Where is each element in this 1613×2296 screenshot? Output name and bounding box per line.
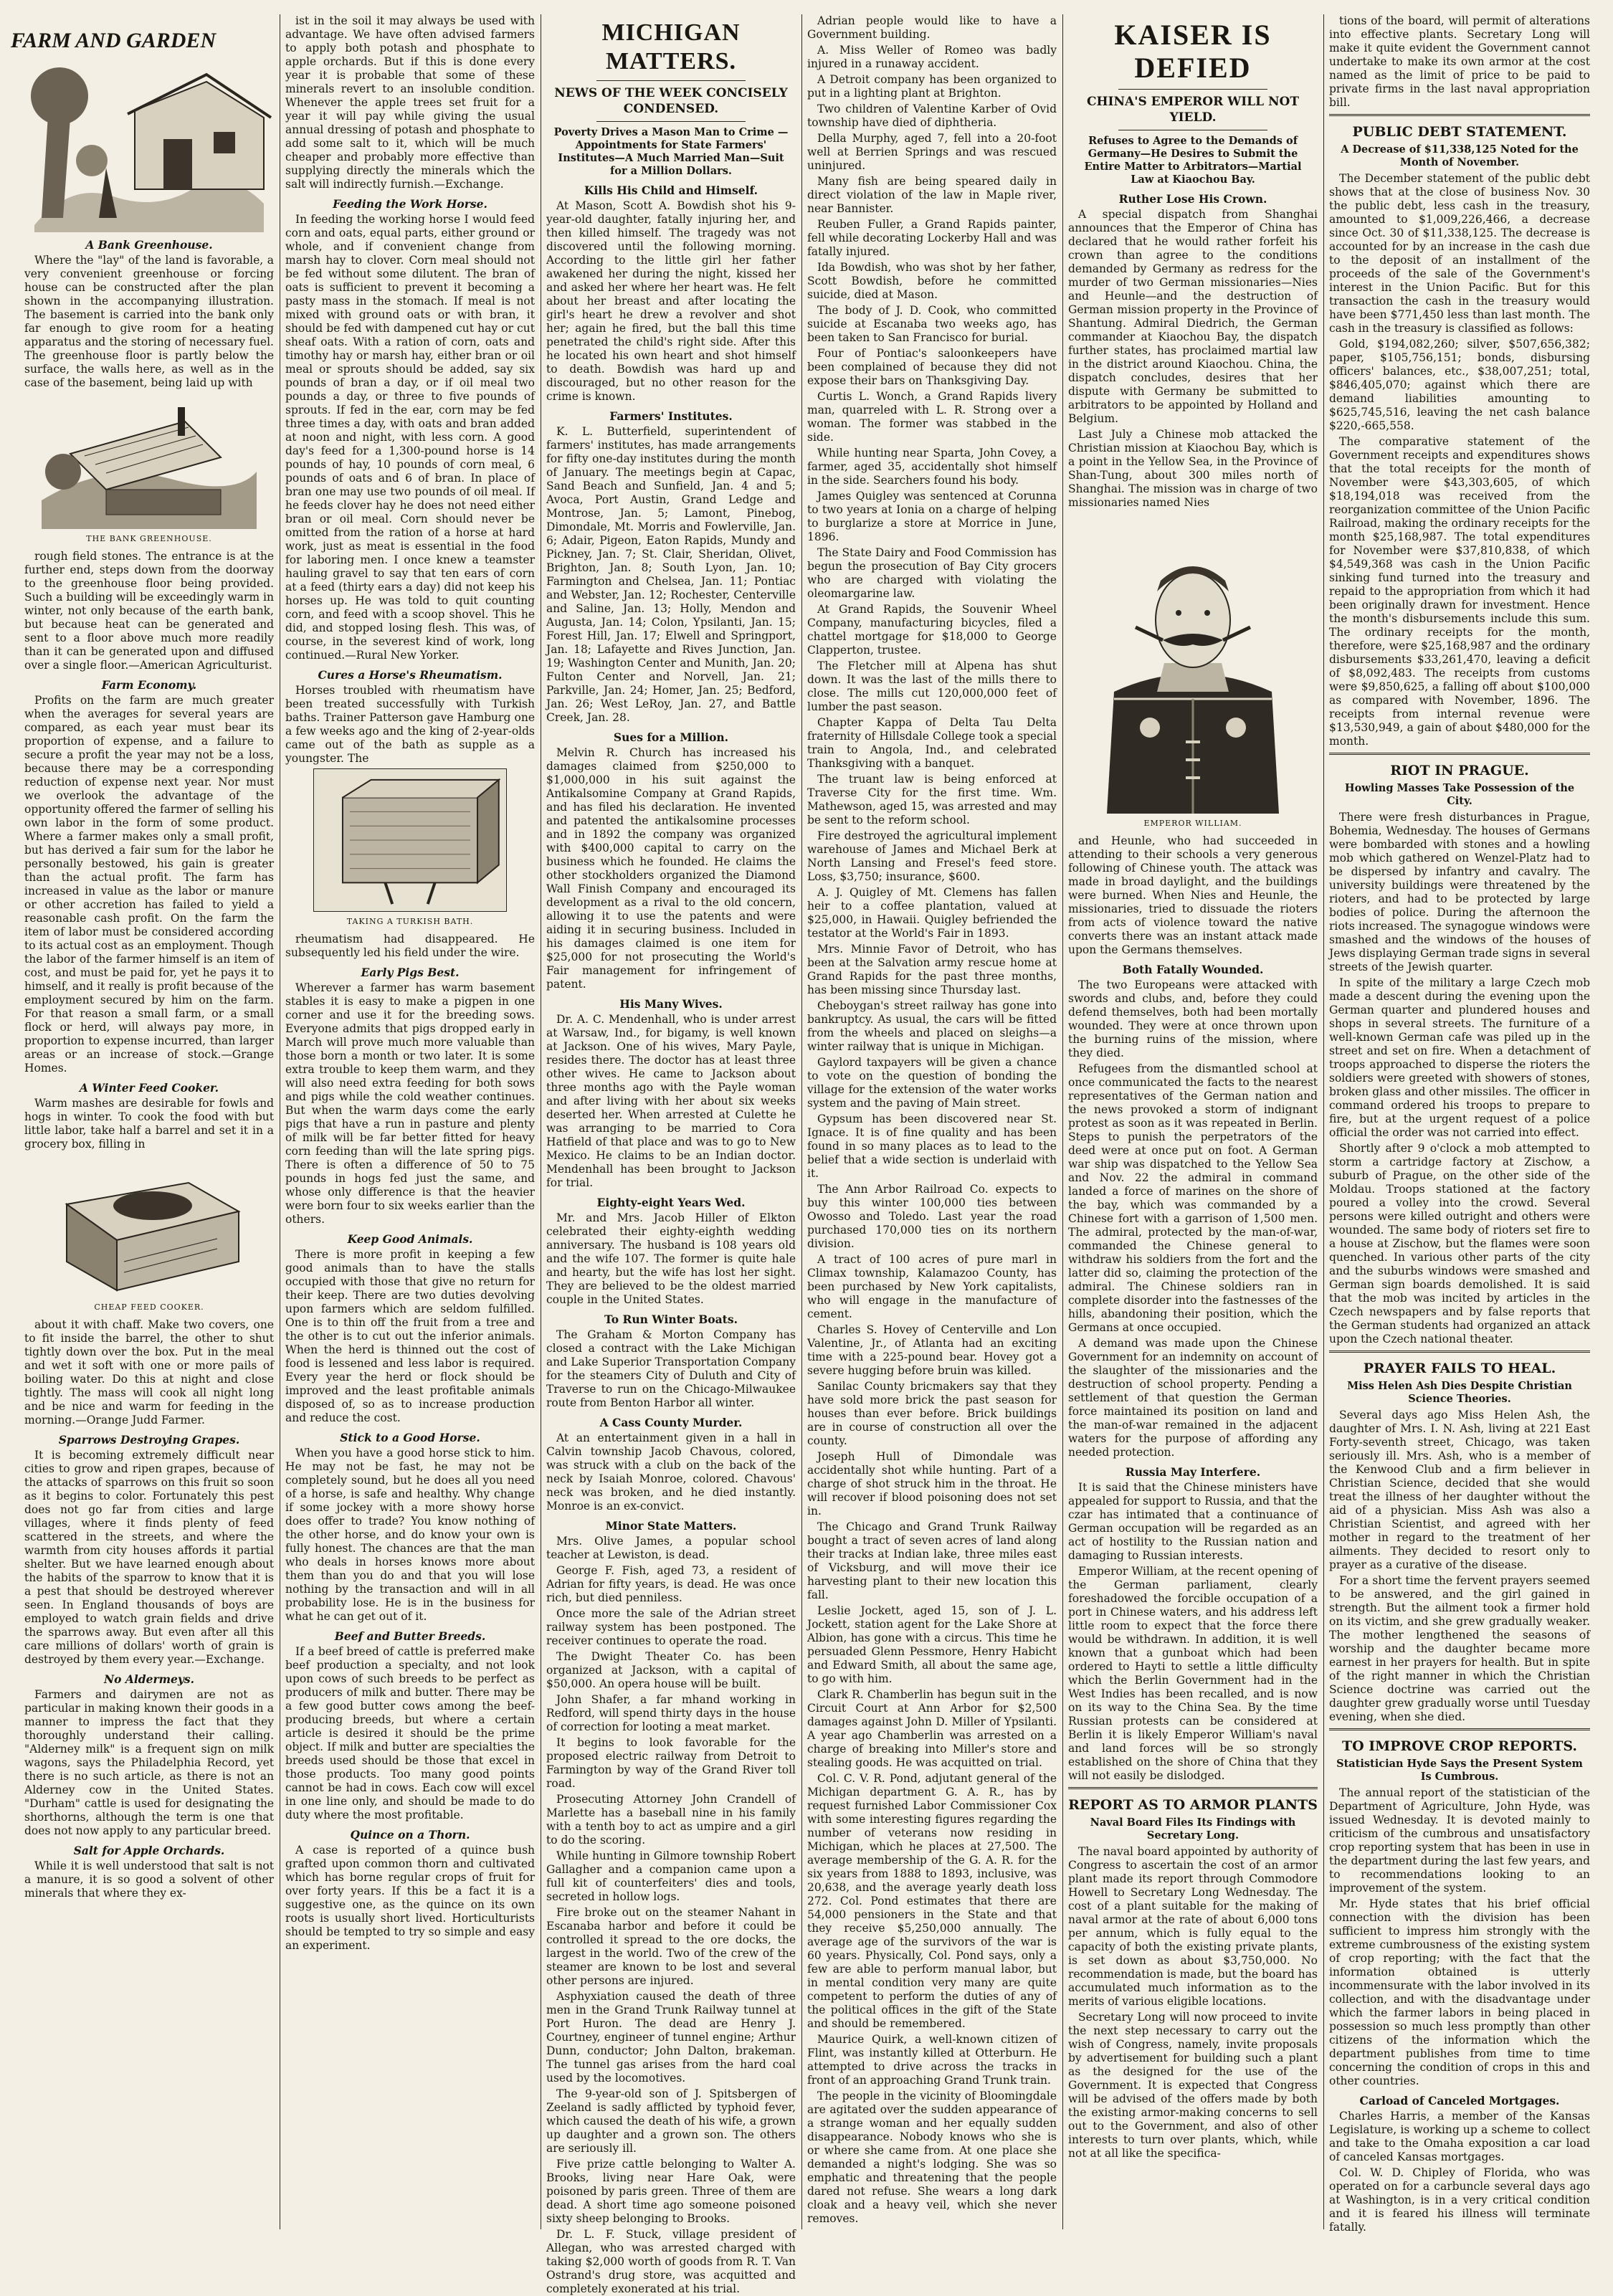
heading-russia: Russia May Interfere. <box>1125 1465 1261 1479</box>
feed-cooker-illustration <box>45 1154 253 1297</box>
article-paragraph: Horses troubled with rheumatism have been treated successfully with Turkish baths. Trainer Patterson gave Hamburg one a few weeks ago and the king of 2-year-olds came out of the bath as supple as a youngster. The <box>285 684 535 765</box>
article-paragraph: A special dispatch from Shanghai announces that the Emperor of China has declared that he would rather forfeit his crown than agree to the conditions demanded by Germany as redress for the murder of two German missionaries—Nies and Heunle—and the destruction of German mission property in the Province of Shantung. Admiral Diedrich, the German commander at Kiaochou Bay, the dispatch further states, has proclaimed martial law in the district around Kiaochou. China, the dispatch concludes, desires that her dispute with Germany be submitted to arbitrators to be appointed by Holland and Belgium. <box>1068 208 1318 425</box>
article-paragraph: The Dwight Theater Co. has been organized at Jackson, with a capital of $50,000. An opera house will be built. <box>546 1650 796 1690</box>
article-paragraph: Refugees from the dismantled school at once communicated the facts to the nearest representatives of the German nation and the news provoked a storm of indignant protest as soon as it was repeated in Berlin. Steps to punish the perpetrators of the deed were at once put on foot. A German war ship was dispatched to the Yellow Sea and Nov. 22 the admiral in command landed a force of marines on the shore of the bay, which was commanded by a Chinese fort with a garrison of 1,500 men. The admiral, protected by the man-of-war, commanded the Chinese general to withdraw his soldiers from the fort and the latter did so, claiming the protection of the admiral. The Chinese soldiers ran in complete disorder into the fastnesses of the hills, abandoning their position, which the Germans at once occupied. <box>1068 1062 1318 1334</box>
news-item: Joseph Hull of Dimondale was accidentally shot while hunting. Part of a charge of shot struck him in the throat. He will recover if blood poisoning does not set in. <box>807 1450 1057 1518</box>
headline-prayer-fails: PRAYER FAILS TO HEAL. <box>1363 1361 1556 1376</box>
article-paragraph: The naval board appointed by authority of Congress to ascertain the cost of an armor plant made its report through Commodore Howell to Secretary Long Wednesday. The cost of a plant suitable for the making of naval armor at the rate of about 6,000 tons per annum, which is fully equal to the capacity of both the existing private plants, is set down as about $3,750,000. No recommendation is made, but the board has accumulated much information as to the merits of various eligible locations. <box>1068 1845 1318 2008</box>
article-paragraph: George F. Fish, aged 73, a resident of Adrian for fifty years, is dead. He was once rich, but died penniless. <box>546 1564 796 1604</box>
article-paragraph: Fire broke out on the steamer Nahant in Escanaba harbor and before it could be controlled it spread to the ore docks, the largest in the world. Two of the crew of the steamer are known to be lost and several other persons are injured. <box>546 1906 796 1987</box>
article-paragraph: Five prize cattle belonging to Walter A. Brooks, living near Hare Oak, were poisoned by paris green. Three of them are dead. A short time ago someone poisoned sixty sheep belonging to Brooks. <box>546 2158 796 2225</box>
article-paragraph: Mrs. Olive James, a popular school teacher at Lewiston, is dead. <box>546 1535 796 1561</box>
article-paragraph: At an entertainment given in a hall in Calvin township Jacob Chavous, colored, was struck with a club on the back of the neck by Isaiah Monroe, colored. Chavous' neck was broken, and he died instantly. Monroe is an ex-convict. <box>546 1432 796 1513</box>
emperor-william-portrait <box>1085 513 1300 814</box>
news-item: A tract of 100 acres of pure marl in Climax township, Kalamazoo County, has been purchased by New York capitalists, who will engage in the manufacture of cement. <box>807 1253 1057 1320</box>
divider <box>1118 89 1268 90</box>
newspaper-page <box>10 14 1590 2295</box>
heading-rheumatism: Cures a Horse's Rheumatism. <box>318 668 503 682</box>
article-paragraph: For a short time the fervent prayers seemed to be answered, and the girl gained in strength. But the ailment took a firmer hold on its victim, and she grew gradually weaker. The mother lengthened the seasons of worship and the daughter became more earnest in her prayers for health. But in spite of the right manner in which the Christian Science doctrine was carried out the daughter grew gradually worse until Tuesday evening, when she died. <box>1329 1574 1590 1723</box>
article-paragraph: Dr. L. F. Stuck, village president of Allegan, who was arrested charged with taking $2,000 worth of goods from R. T. Van Ostrand's drug store, was acquitted and completely exonerated at his trial. <box>546 2228 796 2295</box>
article-paragraph: Gold, $194,082,260; silver, $507,656,382; paper, $105,756,151; bonds, disbursing officers' balances, etc., $38,007,251; total, $846,405,070; against which there are demand liabilities amounting to $625,745,516, leaving the net cash balance $220,-665,558. <box>1329 338 1590 432</box>
article-paragraph: Mr. and Mrs. Jacob Hiller of Elkton celebrated their eighty-eighth wedding anniversary. The husband is 108 years old and the wife 107. The former is quite hale and hearty, but the wife has lost her sight. They are believed to be the oldest married couple in the United States. <box>546 1211 796 1306</box>
divider <box>1329 753 1590 755</box>
article-paragraph: There were fresh disturbances in Prague, Bohemia, Wednesday. The houses of Germans were bombarded with stones and a howling mob which gathered on Wenzel-Platz had to be dispersed by infantry and cavalry. The university buildings were threatened by the rioters, and had to be protected by large bodies of police. During the afternoon the riots increased. The synagogue windows were smashed and the windows of the houses of Jews displaying German trade signs in several streets of the Jewish quarter. <box>1329 811 1590 973</box>
divider <box>1329 114 1590 116</box>
news-item: The State Dairy and Food Commission has begun the prosecution of Bay City grocers who are charged with violating the oleomargarine law. <box>807 546 1057 600</box>
heading-winter-boats: To Run Winter Boats. <box>604 1313 738 1326</box>
illustration-caption: THE BANK GREENHOUSE. <box>86 534 212 543</box>
heading-eighty-eight-years: Eighty-eight Years Wed. <box>596 1196 746 1209</box>
heading-minor-matters: Minor State Matters. <box>605 1519 737 1533</box>
news-item: The body of J. D. Cook, who committed suicide at Escanaba two weeks ago, has been taken to San Francisco for burial. <box>807 304 1057 344</box>
heading-cass-murder: A Cass County Murder. <box>599 1416 743 1429</box>
headline-deck: Howling Masses Take Possession of the City. <box>1344 782 1575 807</box>
article-paragraph: If a beef breed of cattle is preferred make beef production a specialty, and not look upon cows of such breeds to be perfect as producers of milk and butter. There may be a few good butter cows among the beef-producing breeds, but where a certain article is desired it should be the prime object. If milk and butter are specialties the breeds used should be those that excel in those products. Too many good points cannot be had in cows. Each cow will excel in one line only, and should be made to do duty where the most profitable. <box>285 1645 535 1821</box>
heading-aldermeys: No Aldermeys. <box>103 1672 195 1686</box>
subheadline: CHINA'S EMPEROR WILL NOT YIELD. <box>1086 95 1300 125</box>
column-3 <box>546 14 796 2295</box>
article-paragraph: John Shafer, a far mhand working in Redford, will spend thirty days in the house of correction for looting a meat market. <box>546 1693 796 1733</box>
headline-deck: Poverty Drives a Mason Man to Crime —Appointments for State Farmers' Institutes—A Much Married Man—Suit for a Million Dollars. <box>553 126 789 177</box>
subheadline: NEWS OF THE WEEK CONCISELY CONDENSED. <box>554 86 788 116</box>
news-item: At Grand Rapids, the Souvenir Wheel Company, manufacturing bicycles, filed a chattel mortgage for $18,000 to George Clapperton, trustee. <box>807 603 1057 657</box>
headline-armor-plants: REPORT AS TO ARMOR PLANTS <box>1068 1797 1318 1813</box>
article-paragraph: Emperor William, at the recent opening of the German parliament, clearly foreshadowed the forcible occupation of a port in Chinese waters, and his address left little room to expect that the force there would be withdrawn. In addition, it is well known that a gunboat which had been ordered to Hayti to settle a little difficulty which the Berlin Government had in the West Indies has been recalled, and is now on its way to the China Sea. By the time Russian protests can be considered at Berlin it is likely Emperor William's naval and land forces will be so strongly established on the shore of China that they will not easily be dislodged. <box>1068 1565 1318 1782</box>
article-paragraph: When you have a good horse stick to him. He may not be fast, he may not be completely sound, but he does all you need of a horse, is safe and healthy. Why change if some jockey with a more showy horse does offer to trade? You know nothing of the other horse, and do know your own is fully honest. The chances are that the man who deals in horses knows more about them than you do and that you will lose nothing by the transaction and will in all probability lose. He is in the business for what he can get out of it. <box>285 1447 535 1623</box>
divider <box>596 80 746 81</box>
column-1 <box>10 14 274 2229</box>
divider <box>1068 1787 1318 1789</box>
masthead-title: FARM AND GARDEN <box>10 29 217 52</box>
article-paragraph: Melvin R. Church has increased his damages claimed from $250,000 to $1,000,000 in his suit against the Antikalsomine Company at Grand Rapids, and has filed his declaration. He invented and patented the antikalsomine processes and in 1892 the company was organized with $400,000 capital to carry on the business which he founded. He claims the other stockholders organized the Diamond Wall Finish Company and encouraged its development as a rival to the old concern, allowing it to use the patents and were aiding it in securing business. Included in his damages claimed is one item for $25,000 for not prosecuting the World's Fair management for infringement of patent. <box>546 746 796 991</box>
article-paragraph: The 9-year-old son of J. Spitsbergen of Zeeland is sadly afflicted by typhoid fever, which caused the death of his wife, a grown up daughter and a grown son. The others are seriously ill. <box>546 2087 796 2155</box>
article-paragraph: Wherever a farmer has warm basement stables it is easy to make a pigpen in one corner and use it for the breeding sows. Everyone admits that pigs dropped early in March will prove much more valuable than those born a month or two later. It is some extra trouble to keep them warm, and they will also need extra feeding for both sows and pigs while the cold weather continues. But when the warm days come the early pigs that have a run in pasture and plenty of milk will be far better fitted for heavy corn feeding than will the late spring pigs. There is often a difference of 50 to 75 pounds in hogs fed just the same, and whose only difference is that the heavier were born four to six weeks earlier than the others. <box>285 981 535 1226</box>
column-2 <box>285 14 535 2229</box>
news-item: Cheboygan's street railway has gone into bankruptcy. As usual, the cars will be fitted from the wheels and placed on sleighs—a winter railway that is unique in Michigan. <box>807 999 1057 1053</box>
column-rule <box>801 14 802 2229</box>
heading-canceled-mortgages: Carload of Canceled Mortgages. <box>1359 2094 1560 2107</box>
news-item: Ida Bowdish, who was shot by her father, Scott Bowdish, before he committed suicide, died at Mason. <box>807 261 1057 301</box>
heading-good-horse: Stick to a Good Horse. <box>340 1431 480 1444</box>
divider <box>1329 1351 1590 1353</box>
headline-deck: Statistician Hyde Says the Present System Is Cumbrous. <box>1336 1758 1583 1783</box>
news-item: Fire destroyed the agricultural implement warehouse of James and Michael Berk at North Lansing and Fresel's feed store. Loss, $3,750; insurance, $600. <box>807 829 1057 883</box>
article-paragraph: Charles Harris, a member of the Kansas Legislature, is working up a scheme to collect and take to the Omaha exposition a car load of canceled Kansas mortgages. <box>1329 2110 1590 2163</box>
news-item: Gaylord taxpayers will be given a chance to vote on the question of bonding the village for the extension of the water works system and the paving of Main street. <box>807 1056 1057 1110</box>
article-paragraph: It is becoming extremely difficult near cities to grow and ripen grapes, because of the attacks of sparrows on this fruit so soon as it begins to color. Fortunately this pest does not go far from cities and large villages, where it finds plenty of feed scattered in the streets, and where the warmth from city houses affords it partial shelter. But we have learned enough about the habits of the sparrow to know that it is a pest that should be destroyed wherever seen. In England thousands of boys are employed to watch grain fields and drive the sparrows away. But even after all this care millions of dollars' worth of grain is destroyed by them every year.—Exchange. <box>24 1449 274 1666</box>
news-item: Col. C. V. R. Pond, adjutant general of the Michigan department G. A. R., has by request furnished Labor Commissioner Cox with some interesting figures regarding the number of veterans now residing in Michigan, which he places at 27,500. The average membership of the G. A. R. for the six years from 1888 to 1893, inclusive, was 20,638, and the average yearly death loss 272. Col. Pond estimates that there are 54,000 pensioners in the State and that they receive $5,250,000 annually. The average age of the survivors of the war is 60 years. Physically, Col. Pond says, only a few are able to perform manual labor, but in mental condition very many are quite competent to perform the duties of any of the political offices in the gift of the State and should be remembered. <box>807 1772 1057 2030</box>
headline-public-debt: PUBLIC DEBT STATEMENT. <box>1352 124 1567 140</box>
headline-michigan-matters: MICHIGAN MATTERS. <box>601 19 741 75</box>
article-paragraph: Prosecuting Attorney John Crandell of Marlette has a baseball nine in his family with a tenth boy to act as umpire and a girl to do the scoring. <box>546 1793 796 1847</box>
bank-greenhouse-illustration <box>42 393 257 529</box>
heading-sparrows: Sparrows Destroying Grapes. <box>58 1433 240 1447</box>
article-paragraph: It begins to look favorable for the proposed electric railway from Detroit to Farmington by way of the Grand River toll road. <box>546 1736 796 1790</box>
article-paragraph: Last July a Chinese mob attacked the Christian mission at Kiaochou Bay, which is a point in the Yellow Sea, in the Province of Shan-Tung, about 300 miles north of Shanghai. The mission was in charge of two missionaries named Nies <box>1068 428 1318 509</box>
divider <box>1329 1728 1590 1730</box>
article-paragraph: A case is reported of a quince bush grafted upon common thorn and cultivated which has borne regular crops of fruit for over forty years. If this be a fact it is a suggestive one, as the quince on its own roots is usually short lived. Horticulturists should be tempted to try so simple and easy an experiment. <box>285 1844 535 1952</box>
news-item: Curtis L. Wonch, a Grand Rapids livery man, quarreled with L. R. Strong over a woman. The former was stabbed in the side. <box>807 390 1057 444</box>
article-paragraph: The two Europeans were attacked with swords and clubs, and, before they could defend themselves, both had been mortally wounded. They were at once thrown upon the burning ruins of the mission, where they died. <box>1068 978 1318 1059</box>
heading-sues-million: Sues for a Million. <box>613 730 729 744</box>
article-paragraph: While it is well understood that salt is not a manure, it is so good a solvent of other minerals that where they ex- <box>24 1859 274 1900</box>
column-5 <box>1068 14 1318 2229</box>
headline-crop-reports: TO IMPROVE CROP REPORTS. <box>1341 1738 1578 1754</box>
heading-quince: Quince on a Thorn. <box>350 1828 470 1842</box>
article-paragraph: Mr. Hyde states that his brief official connection with the division has been sufficient to impress him strongly with the extreme cumbrousness of the existing system of crop reporting; with the fact that the information obtained is utterly incommensurate with the labor involved in its collection, and with the disadvantage under which the farmer labors in being placed in possession so much less promptly than other citizens of the information which the department publishes from time to time concerning the condition of crops in this and other countries. <box>1329 1897 1590 2087</box>
news-item: The truant law is being enforced at Traverse City for the first time. Wm. Mathewson, aged 15, was arrested and may be sent to the reform school. <box>807 773 1057 827</box>
heading-good-animals: Keep Good Animals. <box>347 1232 473 1246</box>
article-paragraph: The December statement of the public debt shows that at the close of business Nov. 30 the public debt, less cash in the treasury, amounted to $1,009,226,466, a decrease since Oct. 30 of $11,338,125. The decrease is accounted for by an increase in the cash due to the deposit of an installment of the proceeds of the sale of the Government's interest in the Union Pacific. But for this transaction the cash in the treasury would have been $771,450 less than last month. The cash in the treasury is classified as follows: <box>1329 172 1590 335</box>
column-6 <box>1329 14 1590 2234</box>
article-paragraph: At Mason, Scott A. Bowdish shot his 9-year-old daughter, fatally injuring her, and then killed himself. The tragedy was not discovered until the following morning. According to the little girl her father awakened her during the night, kissed her and asked her where her heart was. He felt about her breast and after locating the girl's heart he drew a revolver and shot her; again he fired, but the ball this time penetrated the child's right side. After this he located his own heart and shot himself to death. Bowdish was hard up and discouraged, but no other reason for the crime is known. <box>546 199 796 403</box>
article-paragraph: rough field stones. The entrance is at the further end, steps down from the doorway to the greenhouse floor being provided. Such a building will be exceedingly warm in winter, not only because of the earth bank, but because heat can be generated and sent to a floor above much more readily than it can be generated upon and diffused over a single floor.—American Agriculturist. <box>24 550 274 672</box>
turkish-bath-illustration <box>313 768 507 912</box>
news-item: Reuben Fuller, a Grand Rapids painter, fell while decorating Lockerby Hall and was fatally injured. <box>807 218 1057 258</box>
news-item: Maurice Quirk, a well-known citizen of Flint, was instantly killed at Otterburn. He attempted to drive across the tracks in front of an approaching Grand Trunk train. <box>807 2033 1057 2087</box>
news-item: Two children of Valentine Karber of Ovid township have died of diphtheria. <box>807 103 1057 129</box>
heading-early-pigs: Early Pigs Best. <box>361 966 460 979</box>
heading-salt-orchards: Salt for Apple Orchards. <box>73 1844 225 1857</box>
article-paragraph: It is said that the Chinese ministers have appealed for support to Russia, and that the czar has intimated that a continuance of German occupation will be regarded as an act of hostility to the Russian nation and damaging to Russian interests. <box>1068 1481 1318 1562</box>
heading-kills-child: Kills His Child and Himself. <box>584 184 758 197</box>
news-item: A. J. Quigley of Mt. Clemens has fallen heir to a coffee plantation, valued at $25,000, in Hawaii. Quigley befriended the testator at the World's Fair in 1893. <box>807 886 1057 940</box>
heading-farmers-institutes: Farmers' Institutes. <box>609 409 733 423</box>
article-paragraph: Asphyxiation caused the death of three men in the Grand Trunk Railway tunnel at Port Huron. The dead are Henry J. Courtney, engineer of tunnel engine; Arthur Dunn, conductor; John Dalton, brakeman. The tunnel gas arises from the hard coal used by the locomotives. <box>546 1990 796 2085</box>
article-paragraph: Several days ago Miss Helen Ash, the daughter of Mrs. I. N. Ash, living at 221 East Forty-seventh street, Chicago, was taken seriously ill. Mrs. Ash, who is a member of the Kenwood Club and a firm believer in Christian Science, decided that she would treat the illness of her daughter without the aid of a physician. Miss Ash was also a Christian Scientist, and agreed with her mother in regard to the treatment of her ailments. They decided to resort only to prayer as a curative of the disease. <box>1329 1409 1590 1571</box>
article-paragraph: The comparative statement of the Government receipts and expenditures shows that the total receipts for the month of November were $43,303,605, of which $18,194,018 was received from the reorganization committee of the Union Pacific Railroad, making the ordinary receipts for the month $25,168,987. The total expenditures for November were $37,810,838, of which $4,549,368 was cash in the Union Pacific sinking fund turned into the treasury and repaid to the appropriation from which it had been originally drawn for investment. Hence the month's disbursements include this sum. The ordinary receipts for the month, therefore, were $25,168,987 and the ordinary disbursements $33,261,470, leaving a deficit of $8,092,483. The receipts from customs were $9,850,625, a falling off about $100,000 as compared with November, 1896. The receipts from internal revenue were $13,530,949, a gain of about $480,000 for the month. <box>1329 435 1590 748</box>
heading-many-wives: His Many Wives. <box>619 997 723 1011</box>
news-item: Mrs. Minnie Favor of Detroit, who has been at the Salvation army rescue home at Grand Rapids for the past three months, has been missing since Thursday last. <box>807 943 1057 996</box>
article-paragraph: Shortly after 9 o'clock a mob attempted to storm a cartridge factory at Zischow, a suburb of Prague, on the other side of the Moldau. Troops stationed at the factory poured a volley into the crowd. Several persons were killed outright and others were wounded. The same body of rioters set fire to a house at Zischow, but the flames were soon quenched. In various other parts of the city and the suburbs windows were smashed and German sign boards demolished. It is said that the mob was incited by articles in the Czech newspapers and by false reports that the German students had organized an attack upon the Czech national theater. <box>1329 1142 1590 1345</box>
article-paragraph: The Graham & Morton Company has closed a contract with the Lake Michigan and Lake Superior Transportation Company for the steamers City of Duluth and City of Traverse to run on the Chicago-Milwaukee route from Benton Harbor all winter. <box>546 1328 796 1409</box>
article-paragraph: Col. W. D. Chipley of Florida, who was operated on for a carbuncle several days ago at Washington, is in a very critical condition and it is feared his illness will terminate fatally. <box>1329 2166 1590 2234</box>
heading-beef-butter: Beef and Butter Breeds. <box>334 1629 486 1643</box>
article-paragraph: The annual report of the statistician of the Department of Agriculture, John Hyde, was issued Wednesday. It is devoted mainly to criticism of the cumbrous and unsatisfactory crop reporting system that has been in use in the department during the last few years, and to recommendations looking to an improvement of the system. <box>1329 1786 1590 1895</box>
illustration-caption: CHEAP FEED COOKER. <box>94 1302 204 1312</box>
article-paragraph: Secretary Long will now proceed to invite the next step necessary to carry out the wish of Congress, namely, invite proposals by advertisement for building such a plant as the designed for the use of the Government. It is expected that Congress will be advised of the offers made by both the existing armor-making concerns to sell out to the Government, and also of other interests to turn over plants, which, while not at all like the specifica- <box>1068 2011 1318 2160</box>
news-item: Clark R. Chamberlin has begun suit in the Circuit Court at Ann Arbor for $2,500 damages against John D. Miller of Ypsilanti. A year ago Chamberlin was arrested on a charge of breaking into Miller's store and stealing goods. He was acquitted on trial. <box>807 1688 1057 1769</box>
article-paragraph: about it with chaff. Make two covers, one to fit inside the barrel, the other to shut tightly down over the box. Put in the meal and wet it soft with one or more pails of boiling water. Do this at night and close tightly. The mass will cook all night long and be nice and warm for feeding in the morning.—Orange Judd Farmer. <box>24 1318 274 1426</box>
headline-kaiser-defied: KAISER IS DEFIED <box>1114 19 1272 84</box>
article-paragraph: ist in the soil it may always be used with advantage. We have often advised farmers to apply both potash and phosphate to apple orchards. But if this is done every year it is probable that some of these minerals revert to an insoluble condition. Whenever the apple trees set fruit for a year it will pay while giving the usual annual dressing of potash and phosphate to add some salt to it, which will be much cheaper and probably more effective than supplying directly the minerals which the salt will indirectly furnish.—Exchange. <box>285 14 535 191</box>
article-paragraph: K. L. Butterfield, superintendent of farmers' institutes, has made arrangements for fifty one-day institutes during the month of January. The meetings begin at Capac, Sand Beach and Sunfield, Jan. 4 and 5; Avoca, Port Austin, Grand Ledge and Montrose, Jan. 5; Lamont, Pinebog, Dimondale, Mt. Morris and Fowlerville, Jan. 6; Adair, Pigeon, Eaton Rapids, Mundy and Pickney, Jan. 7; St. Clair, Sheridan, Olivet, Brighton, Jan. 8; South Lyon, Jan. 10; Farmington and Chelsea, Jan. 11; Pontiac and Webster, Jan. 12; Rochester, Centerville and Saline, Jan. 13; Holly, Mendon and Augusta, Jan. 14; Colon, Ypsilanti, Jan. 15; Forest Hill, Jan. 17; Elwell and Springport, Jan. 18; Lafayette and Rives Junction, Jan. 19; Washington Center and Munith, Jan. 20; Fulton Center and Norvell, Jan. 21; Parkville, Jan. 24; Homer, Jan. 25; Bedford, Jan. 26; West LeRoy, Jan. 27, and Battle Creek, Jan. 28. <box>546 425 796 724</box>
news-item: Gypsum has been discovered near St. Ignace. It is of fine quality and has been found in so many places as to lead to the belief that a wide section is underlaid with it. <box>807 1113 1057 1180</box>
news-item: Della Murphy, aged 7, fell into a 20-foot well at Berrien Springs and was rescued uninjured. <box>807 132 1057 172</box>
headline-deck: Miss Helen Ash Dies Despite Christian Science Theories. <box>1347 1380 1572 1405</box>
heading-farm-economy: Farm Economy. <box>101 678 197 692</box>
article-paragraph: Where the "lay" of the land is favorable, a very convenient greenhouse or forcing house can be constructed after the plan shown in the accompanying illustration. The basement is carried into the bank only far enough to give room for a heating apparatus and the storing of necessary fuel. The greenhouse floor is partly below the surface, the walls here, as well as in the case of the basement, being laid up with <box>24 254 274 389</box>
headline-deck: A Decrease of $11,338,125 Noted for the Month of November. <box>1341 143 1579 168</box>
headline-deck: Refuses to Agree to the Demands of Germany—He Desires to Submit the Entire Matter to Arbitrators—Martial Law at Kiaochou Bay. <box>1084 135 1302 186</box>
article-paragraph: Profits on the farm are much greater when the averages for several years are compared, as each year must bear its proportion of expense, and a failure to secure a profit the year may not be a loss, because there may be a corresponding reduction of expense next year. Nor must we overlook the advantage of the opportunity offered the farmer of selling his own labor in the form of some product. Where a farmer makes only a small profit, but has derived a fair sum for the labor he personally bestowed, his gain is greater than the actual profit. The farm has increased in value as the labor or manure or other accretion has failed to yield a reasonable cash profit. On the farm the item of labor must be considered according to its actual cost as an employment. Though the labor of the farmer himself is an item of cost, and must be paid for, yet he pays it to himself, and it really is profit because of the employment secured by him on the farm. For that reason a small farm, or a small flock or herd, will always pay more, in proportion to expense incurred, than larger areas or an increase of stock.—Grange Homes. <box>24 694 274 1075</box>
heading-feed-cooker: A Winter Feed Cooker. <box>79 1081 219 1095</box>
article-paragraph: While hunting in Gilmore township Robert Gallagher and a companion came upon a full kit of counterfeiters' dies and tools, secreted in hollow logs. <box>546 1849 796 1903</box>
article-paragraph: Once more the sale of the Adrian street railway system has been postponed. The receiver continues to operate the road. <box>546 1607 796 1647</box>
column-rule <box>1323 14 1324 2229</box>
news-item: The Chicago and Grand Trunk Railway bought a tract of seven acres of land along their tracks at Indian lake, three miles east of Vicksburg, and will move their ice harvesting plant to their new location this fall. <box>807 1520 1057 1601</box>
headline-riot-prague: RIOT IN PRAGUE. <box>1390 763 1529 778</box>
heading-bank-greenhouse: A Bank Greenhouse. <box>85 238 213 252</box>
news-item: The people in the vicinity of Bloomingdale are agitated over the sudden appearance of a strange woman and her equally sudden disappearance. Nobody knows who she is or where she came from. At one place she demanded a night's lodging. She was so emphatic and threatening that the people dared not refuse. She wears a long dark cloak and a heavy veil, which she never removes. <box>807 2090 1057 2225</box>
heading-lose-crown: Ruther Lose His Crown. <box>1118 192 1267 206</box>
farm-and-garden-masthead <box>10 17 271 232</box>
article-paragraph: Farmers and dairymen are not as particular in making known their goods in a manner to impress the fact that they thoroughly understand their calling. "Alderney milk" is a frequent sign on milk wagons, says the Philadelphia Record, yet there is no such article, as there is not an Alderney cow in the United States. "Durham" cattle is used for designating the shorthorns, although the term is one that does not now apply to any particular breed. <box>24 1688 274 1837</box>
news-item: While hunting near Sparta, John Covey, a farmer, aged 35, accidentally shot himself in the side. Searchers found his body. <box>807 447 1057 487</box>
heading-work-horse: Feeding the Work Horse. <box>333 197 487 211</box>
column-rule <box>1062 14 1063 2229</box>
news-item: The Ann Arbor Railroad Co. expects to buy this winter 100,000 ties between Owosso and Toledo. Last year the road purchased 170,000 ties on its northern division. <box>807 1183 1057 1250</box>
news-item: Chapter Kappa of Delta Tau Delta fraternity of Hillsdale College took a special train to Angola, Ind., and celebrated Thanksgiving with a banquet. <box>807 716 1057 770</box>
news-item: A Detroit company has been organized to put in a lighting plant at Brighton. <box>807 73 1057 100</box>
news-item: Sanilac County bricmakers say that they have sold more brick the past season for houses than ever before. Brick buildings are in course of construction all over the county. <box>807 1380 1057 1447</box>
news-item: Many fish are being speared daily in direct violation of the law in Maple river, near Bannister. <box>807 175 1057 215</box>
article-paragraph: Warm mashes are desirable for fowls and hogs in winter. To cook the food with but little labor, take half a barrel and set it in a grocery box, filling in <box>24 1097 274 1151</box>
column-4 <box>807 14 1057 2229</box>
news-item: The Fletcher mill at Alpena has shut down. It was the last of the mills there to close. The mills cut 120,000,000 feet of lumber the past season. <box>807 659 1057 713</box>
news-item: Leslie Jockett, aged 15, son of J. L. Jockett, station agent for the Lake Shore at Albion, has gone with a circus. This time he persuaded Glenn Pessmore, Henry Habicht and Edward Smith, all about the same age, to go with him. <box>807 1604 1057 1685</box>
article-paragraph: In spite of the military a large Czech mob made a descent during the evening upon the German quarter and plundered houses and shops in several streets. The furniture of a well-known German cafe was piled up in the street and set on fire. When a detachment of troops approached to disperse the rioters the soldiers were greeted with showers of stones, broken glass and other missiles. The officer in command ordered his troops to prepare to fire, but at the urgent request of a police official the order was not carried into effect. <box>1329 976 1590 1139</box>
news-item: James Quigley was sentenced at Corunna to two years at Ionia on a charge of helping to burglarize a store at Morrice in June, 1896. <box>807 490 1057 543</box>
news-item: Adrian people would like to have a Government building. <box>807 14 1057 41</box>
article-paragraph: In feeding the working horse I would feed corn and oats, equal parts, either ground or whole, and if convenient change from marsh hay to clover. Corn meal should not be fed without some dilutent. The bran of oats is sufficient to prevent it becoming a pasty mass in the stomach. If meal is not mixed with ground oats or with bran, it should be fed with dampened cut hay or cut sheaf oats. With a ration of corn, oats and timothy hay or marsh hay, either bran or oil meal or sprouts should be added, say six pounds of bran a day, or if oil meal two pounds a day, or three to five pounds of sprouts. If fed in the ear, corn may be fed three times a day, with oats and bran added at noon and night, with less corn. A good day's feed for a 1,300-pound horse is 14 pounds of hay, 10 pounds of corn meal, 6 pounds of oats and 6 of bran. In place of bran one may use two pounds of oil meal. If he feeds clover hay he does not need either bran or oil meal. Corn should never be omitted from the ration of a horse at hard work, just as meat is essential in the food for laboring men. I once knew a teamster hauling gravel to say that ten ears of corn at a feed (thirty ears a day) did not keep his horses up. He was told to quit counting corn, and feed with a scoop shovel. This he did, and stopped losing flesh. This was, of course, in the severest kind of work, long continued.—Rural New Yorker. <box>285 213 535 662</box>
illustration-caption: EMPEROR WILLIAM. <box>1143 819 1242 828</box>
news-item: A. Miss Weller of Romeo was badly injured in a runaway accident. <box>807 44 1057 70</box>
news-item: Charles S. Hovey of Centerville and Lon Valentine, Jr., of Atlanta had an exciting time with a 225-pound bear. Hovey got a severe hugging before bruin was killed. <box>807 1323 1057 1377</box>
headline-deck: Naval Board Files Its Findings with Secretary Long. <box>1090 1816 1296 1842</box>
article-paragraph: tions of the board, will permit of alterations into effective plants. Secretary Long will make it quite evident the Government cannot undertake to make its own armor at the cost named as the limit of price to be paid to private firms in the last naval appropriation bill. <box>1329 14 1590 109</box>
heading-fatally-wounded: Both Fatally Wounded. <box>1122 963 1264 976</box>
article-paragraph: There is more profit in keeping a few good animals than to have the stalls occupied with those that give no return for their keep. There are two duties devolving upon farmers which are seldom fulfilled. One is to thin off the fruit from a tree and the other is to cut out the inferior animals. When the herd is thinned out the cost of food is lessened and less labor is required. Every year the herd or flock should be improved and the least profitable animals disposed of, so as to increase production and reduce the cost. <box>285 1248 535 1424</box>
article-paragraph: and Heunle, who had succeeded in attending to their schools a very generous following of Chinese youth. The attack was made in broad daylight, and the buildings were burned. When Nies and Heunle, the missionaries, tried to dissuade the rioters from acts of violence toward the native converts there was an instant attack made upon the Germans themselves. <box>1068 834 1318 956</box>
divider <box>596 121 746 122</box>
article-paragraph: Dr. A. C. Mendenhall, who is under arrest at Warsaw, Ind., for bigamy, is well known at Jackson. One of his wives, Mary Payle, resides there. The doctor has at least three other wives. He came to Jackson about three months ago with the Payle woman and after living with her about six weeks deserted her. When arrested at Culette he was arranging to be married to Cora Hatfield of that place and was to go to New Mexico. He claims to be an Indian doctor. Mendenhall has been brought to Jackson for trial. <box>546 1013 796 1189</box>
article-paragraph: rheumatism had disappeared. He subsequently led his field under the wire. <box>285 933 535 959</box>
article-paragraph: A demand was made upon the Chinese Government for an indemnity on account of the slaughter of the missionaries and the destruction of school property. Pending a settlement of that question the German force maintained its position on land and the man-of-war remained in the adjacent waters for the purpose of affording any needed protection. <box>1068 1337 1318 1459</box>
illustration-caption: TAKING A TURKISH BATH. <box>346 917 474 926</box>
news-item: Four of Pontiac's saloonkeepers have been complained of because they did not expose their bars on Thanksgiving Day. <box>807 347 1057 387</box>
